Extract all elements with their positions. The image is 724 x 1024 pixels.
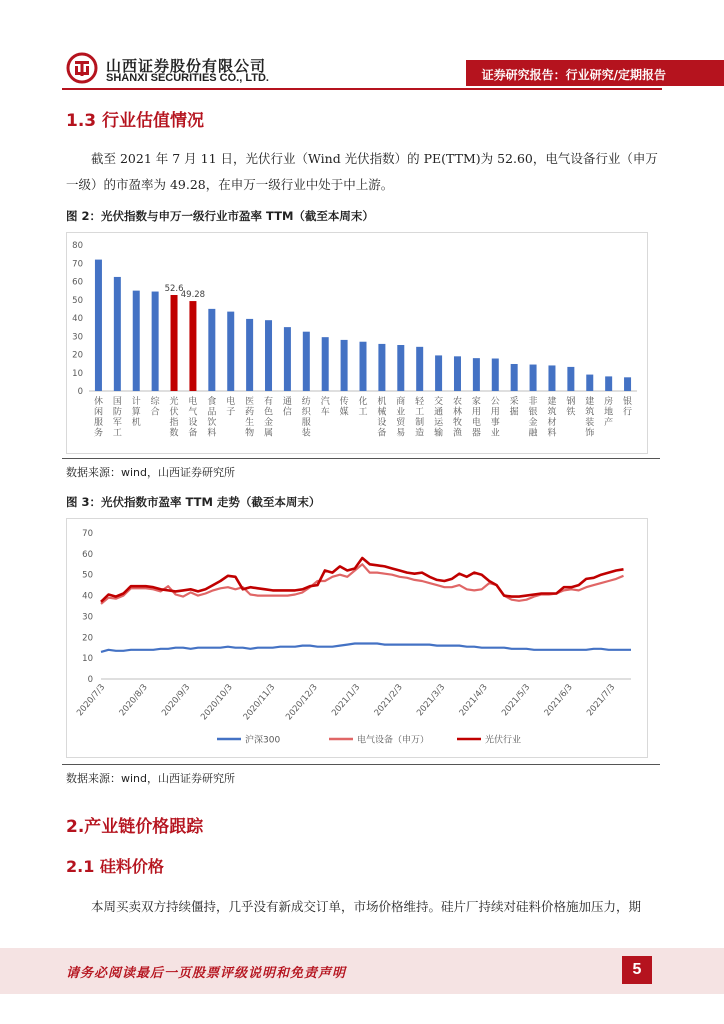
x-tick-label: 交	[434, 397, 444, 407]
y-tick-label: 40	[82, 591, 93, 602]
x-tick-label: 轻	[415, 397, 425, 407]
y-tick-label: 60	[72, 277, 83, 288]
x-tick-label: 品	[207, 407, 217, 418]
y-tick-label: 50	[82, 570, 93, 581]
bar-银行	[624, 377, 631, 391]
x-tick-label: 指	[169, 418, 179, 428]
x-tick-label: 2021/6/3	[542, 682, 575, 719]
y-tick-label: 10	[82, 654, 93, 665]
x-tick-label: 金	[528, 418, 538, 428]
x-tick-label: 传	[339, 397, 349, 407]
bar-光伏指数	[171, 295, 178, 391]
x-tick-label: 械	[377, 407, 387, 418]
x-tick-label: 料	[207, 428, 217, 439]
report-type-label: 证券研究报告：行业研究/定期报告	[481, 68, 666, 82]
x-tick-label: 掘	[509, 407, 519, 418]
silicon-price-paragraph: 本周买卖双方持续僵持，几乎没有新成交订单，市场价格维持。硅片厂持续对硅料价格施加压力，期	[91, 899, 642, 914]
x-tick-label: 输	[434, 428, 444, 439]
x-tick-label: 有	[264, 397, 274, 407]
x-tick-label: 机	[377, 397, 387, 407]
bar-电子	[227, 312, 234, 391]
bar-采掘	[511, 364, 518, 391]
y-tick-label: 20	[72, 350, 83, 361]
y-tick-label: 20	[82, 633, 93, 644]
legend-label: 光伏行业	[485, 735, 522, 746]
x-tick-label: 机	[131, 418, 141, 428]
page-number: 5	[622, 956, 652, 984]
x-tick-label: 牧	[452, 418, 462, 428]
x-tick-label: 筑	[547, 407, 557, 418]
x-tick-label: 铁	[566, 407, 576, 418]
bar-食品饮料	[208, 309, 215, 391]
x-tick-label: 银	[528, 407, 538, 418]
company-name-en: SHANXI SECURITIES CO., LTD.	[106, 72, 269, 84]
data-label: 49.28	[180, 290, 206, 301]
shanxi-securities-logo-icon	[66, 52, 98, 84]
x-tick-label: 材	[547, 418, 557, 428]
x-tick-label: 算	[131, 407, 141, 418]
bar-传媒	[341, 340, 348, 391]
bar-非银金融	[530, 365, 537, 391]
bar-纺织服装	[303, 332, 310, 391]
x-tick-label: 装	[585, 418, 595, 428]
x-tick-label: 易	[396, 428, 406, 439]
data-label: 52.6	[164, 284, 184, 295]
series-line-1	[101, 564, 624, 604]
x-tick-label: 务	[93, 428, 103, 439]
x-tick-label: 药	[245, 407, 255, 418]
x-tick-label: 化	[358, 397, 368, 407]
x-tick-label: 2020/10/3	[199, 682, 235, 723]
series-line-0	[101, 644, 631, 652]
x-tick-label: 2021/1/3	[330, 682, 363, 719]
bar-计算机	[133, 291, 140, 391]
x-tick-label: 电	[188, 397, 198, 407]
x-tick-label: 综	[150, 397, 160, 407]
bar-综合	[152, 292, 159, 391]
x-tick-label: 料	[547, 428, 557, 439]
bar-通信	[284, 327, 291, 391]
x-tick-label: 渔	[452, 428, 462, 439]
x-tick-label: 属	[264, 428, 274, 439]
x-tick-label: 用	[471, 407, 481, 418]
x-tick-label: 采	[509, 397, 519, 407]
bar-公用事业	[492, 359, 499, 391]
x-tick-label: 车	[320, 407, 330, 418]
figure-2-title: 图 2：光伏指数与申万一级行业市盈率 TTM（截至本周末）	[66, 209, 374, 223]
bar-化工	[360, 342, 367, 391]
bar-机械设备	[378, 344, 385, 391]
pe-trend-line-chart-svg	[67, 519, 647, 757]
x-tick-label: 事	[490, 418, 500, 428]
bar-建筑材料	[548, 365, 555, 391]
bar-家用电器	[473, 358, 480, 391]
section-title-2-1: 2.1 硅料价格	[66, 857, 164, 876]
page-header	[0, 0, 724, 92]
bar-休闲服务	[95, 260, 102, 391]
section-title-1-3: 1.3 行业估值情况	[66, 111, 205, 131]
figure-2-source: 数据来源：wind，山西证券研究所	[66, 466, 236, 479]
x-tick-label: 军	[112, 418, 122, 428]
x-tick-label: 国	[112, 397, 122, 407]
x-tick-label: 2020/8/3	[117, 682, 150, 719]
x-tick-label: 公	[490, 397, 500, 407]
x-tick-label: 休	[93, 397, 103, 407]
x-tick-label: 医	[245, 397, 255, 407]
x-tick-label: 2020/11/3	[241, 682, 278, 723]
x-tick-label: 光	[169, 397, 179, 407]
x-tick-label: 地	[604, 407, 614, 418]
x-tick-label: 钢	[566, 397, 576, 407]
x-tick-label: 2021/7/3	[585, 682, 618, 719]
x-tick-label: 2021/5/3	[500, 682, 533, 719]
x-tick-label: 农	[452, 397, 462, 407]
x-tick-label: 设	[377, 418, 387, 428]
y-tick-label: 60	[82, 549, 93, 560]
bar-商业贸易	[397, 345, 404, 391]
bar-轻工制造	[416, 347, 423, 391]
x-tick-label: 商	[396, 397, 406, 407]
x-tick-label: 子	[226, 407, 236, 418]
y-tick-label: 10	[72, 368, 83, 379]
x-tick-label: 2020/9/3	[160, 682, 193, 719]
footer-disclaimer: 请务必阅读最后一页股票评级说明和免责声明	[66, 966, 347, 981]
x-tick-label: 2021/2/3	[372, 682, 405, 719]
x-tick-label: 服	[301, 418, 311, 428]
x-tick-label: 电	[226, 397, 236, 407]
x-tick-label: 林	[452, 407, 462, 418]
y-tick-label: 70	[72, 259, 83, 270]
valuation-paragraph: 截至 2021 年 7 月 11 日，光伏行业（Wind 光伏指数）的 PE(TTM)为 52.60，电气设备行业（申万一级）的市盈率为 49.28，在申万一级行业中处于中上游。	[66, 151, 658, 192]
figure-3-title: 图 3：光伏指数市盈率 TTM 走势（截至本周末）	[66, 495, 321, 509]
figure-2-source-rule	[62, 458, 660, 459]
x-tick-label: 银	[623, 397, 633, 407]
bar-交通运输	[435, 355, 442, 391]
y-tick-label: 0	[87, 675, 93, 685]
x-tick-label: 媒	[339, 407, 349, 418]
x-tick-label: 信	[282, 407, 292, 418]
bar-有色金属	[265, 320, 272, 391]
x-tick-label: 2021/3/3	[415, 682, 448, 719]
y-tick-label: 0	[77, 387, 83, 397]
figure-3-source-rule	[62, 764, 660, 765]
y-tick-label: 40	[72, 314, 83, 324]
x-tick-label: 防	[112, 407, 122, 418]
x-tick-label: 合	[150, 407, 160, 418]
bar-汽车	[322, 337, 329, 391]
bar-电气设备	[189, 301, 196, 391]
x-tick-label: 食	[207, 397, 217, 407]
x-tick-label: 织	[301, 407, 311, 418]
x-tick-label: 器	[471, 428, 481, 439]
section-title-2: 2.产业链价格跟踪	[66, 817, 204, 837]
x-tick-label: 2021/4/3	[457, 682, 490, 719]
x-tick-label: 闲	[93, 407, 103, 418]
x-tick-label: 业	[490, 428, 500, 439]
x-tick-label: 融	[528, 428, 538, 439]
figure-3-source: 数据来源：wind，山西证券研究所	[66, 772, 236, 785]
pe-bar-chart	[66, 232, 648, 454]
bar-房地产	[605, 376, 612, 391]
x-tick-label: 2020/7/3	[75, 682, 108, 719]
company-name-cn: 山西证券股份有限公司	[106, 57, 267, 75]
x-tick-label: 通	[282, 397, 292, 407]
x-tick-label: 物	[245, 428, 255, 439]
x-tick-label: 产	[604, 418, 614, 428]
x-tick-label: 设	[188, 418, 198, 428]
x-tick-label: 饮	[207, 418, 217, 428]
y-tick-label: 50	[72, 295, 83, 306]
x-tick-label: 家	[471, 397, 481, 407]
bar-农林牧渔	[454, 356, 461, 391]
bar-医药生物	[246, 319, 253, 391]
x-tick-label: 金	[264, 418, 274, 428]
x-tick-label: 工	[112, 428, 122, 439]
x-tick-label: 生	[245, 418, 255, 428]
y-tick-label: 30	[72, 332, 83, 343]
legend-label: 沪深300	[245, 735, 281, 746]
pe-bar-chart-svg	[67, 233, 647, 453]
y-tick-label: 70	[82, 529, 93, 539]
pe-trend-line-chart	[66, 518, 648, 758]
x-tick-label: 造	[415, 428, 425, 439]
x-tick-label: 行	[623, 407, 633, 418]
x-tick-label: 工	[415, 407, 425, 418]
x-tick-label: 运	[434, 418, 444, 428]
x-tick-label: 通	[434, 407, 444, 418]
x-tick-label: 数	[169, 428, 179, 439]
x-tick-label: 电	[471, 418, 481, 428]
x-tick-label: 服	[93, 418, 103, 428]
x-tick-label: 业	[396, 407, 406, 418]
bar-钢铁	[567, 367, 574, 391]
x-tick-label: 建	[547, 397, 557, 407]
x-tick-label: 筑	[585, 407, 595, 418]
y-tick-label: 30	[82, 612, 93, 623]
x-tick-label: 纺	[301, 397, 311, 407]
x-tick-label: 非	[528, 397, 538, 407]
x-tick-label: 备	[377, 428, 387, 439]
x-tick-label: 饰	[585, 428, 595, 439]
x-tick-label: 汽	[320, 397, 330, 407]
x-tick-label: 2020/12/3	[284, 682, 320, 723]
x-tick-label: 计	[131, 397, 141, 407]
x-tick-label: 制	[415, 418, 425, 428]
y-tick-label: 80	[72, 241, 83, 251]
x-tick-label: 工	[358, 407, 368, 418]
bar-国防军工	[114, 277, 121, 391]
x-tick-label: 色	[264, 407, 274, 418]
x-tick-label: 备	[188, 428, 198, 439]
x-tick-label: 装	[301, 428, 311, 439]
legend-label: 电气设备（申万）	[357, 735, 430, 746]
x-tick-label: 建	[585, 397, 595, 407]
x-tick-label: 贸	[396, 418, 406, 428]
x-tick-label: 房	[604, 397, 614, 407]
x-tick-label: 用	[490, 407, 500, 418]
x-tick-label: 气	[188, 407, 198, 418]
header-divider	[62, 88, 662, 90]
x-tick-label: 伏	[169, 407, 179, 418]
bar-建筑装饰	[586, 375, 593, 391]
